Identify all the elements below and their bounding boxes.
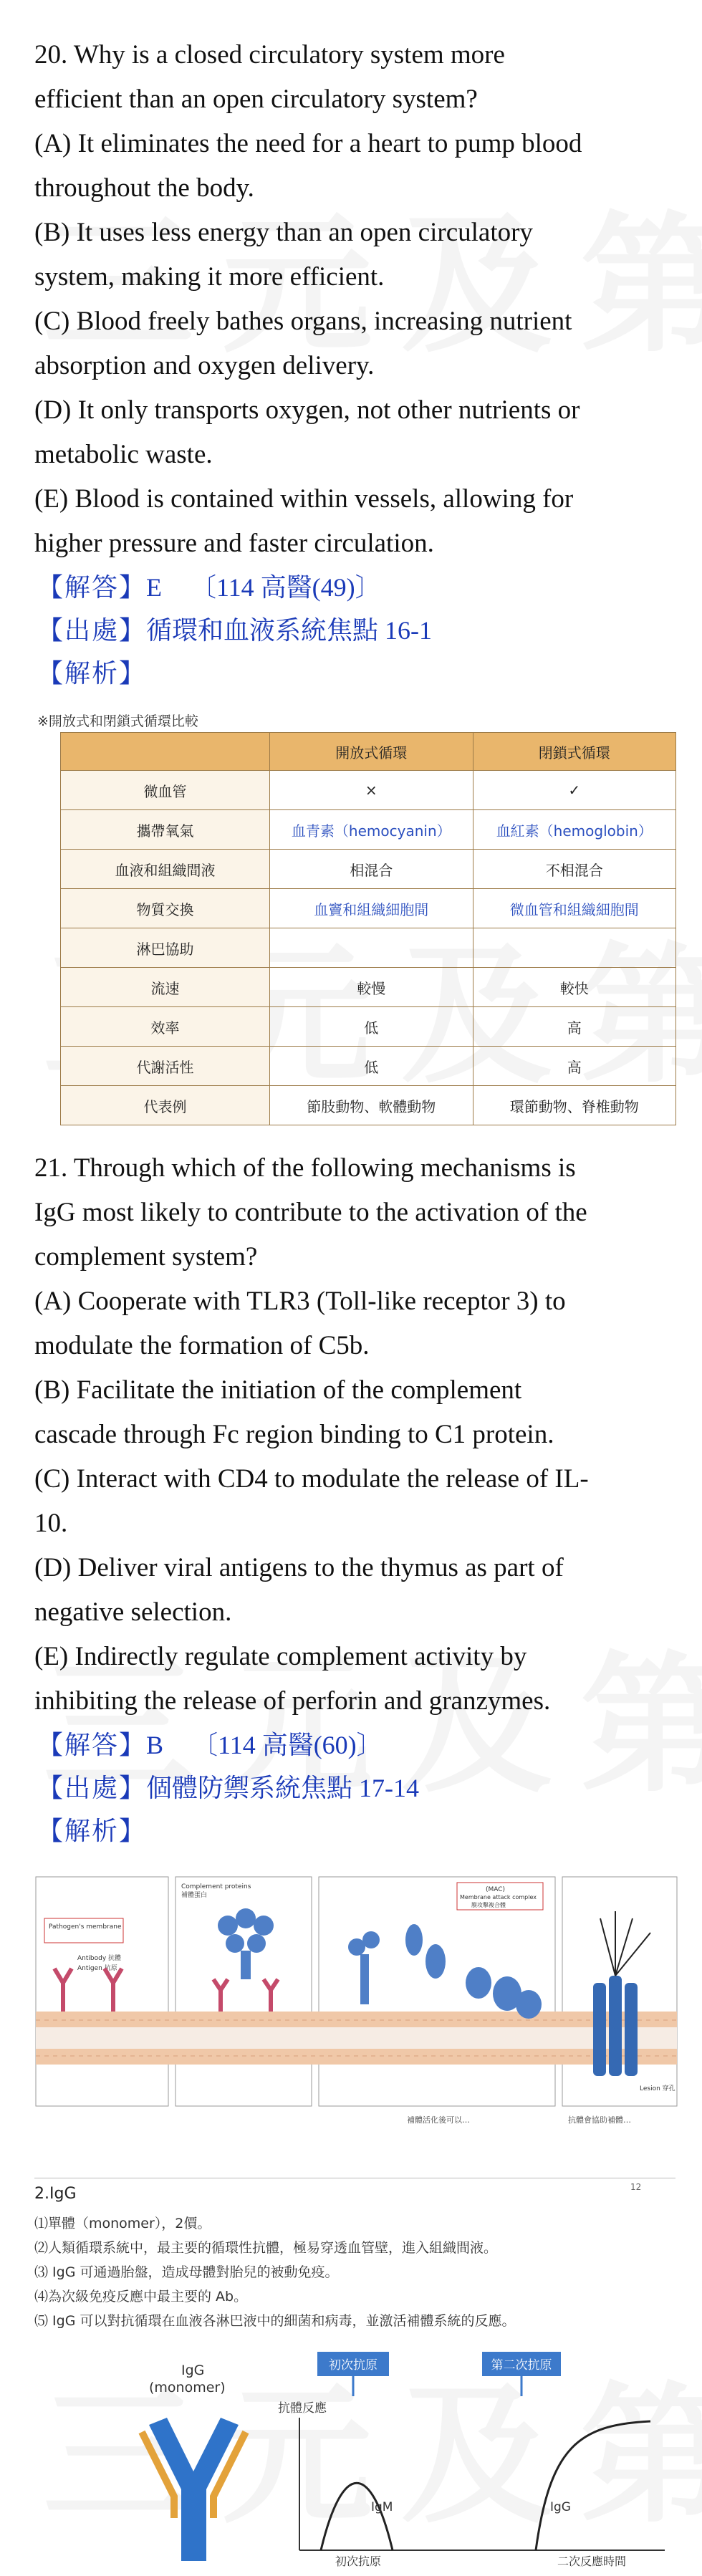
second-antigen-label: 第二次抗原	[491, 2358, 552, 2373]
page-number: 12	[630, 2182, 642, 2192]
table-cell: ×	[270, 771, 473, 810]
table-cell: 攜帶氧氣	[61, 810, 270, 850]
question-20	[34, 33, 679, 695]
mac-full-label: Membrane attack complex	[460, 1894, 537, 1900]
figure-panel	[36, 1877, 168, 2106]
mac-pore	[593, 1976, 638, 2076]
table-row	[61, 928, 676, 968]
membrane-layer	[36, 2012, 677, 2065]
notes-item: ⑶ IgG 可通過胎盤，造成母體對胎兒的被動免疫。	[34, 2264, 339, 2280]
option-b: (B) Facilitate the initiation of the complement	[34, 1375, 522, 1405]
igg-curve	[536, 2421, 650, 2550]
x-label-second: 二次反應時間	[557, 2555, 627, 2568]
option-b-cont: system, making it more efficient.	[34, 262, 385, 292]
option-d-cont: metabolic waste.	[34, 440, 213, 469]
table-header: 閉鎖式循環	[473, 733, 675, 771]
table-row	[61, 1047, 676, 1086]
exam-reference: 〔114 高醫(60)〕	[192, 1731, 383, 1759]
source-value: 循環和血液系統焦點 16-1	[146, 616, 433, 645]
igg-monomer-sublabel: (monomer)	[149, 2380, 226, 2395]
source-tag: 【出處】	[37, 616, 147, 645]
option-a: (A) Cooperate with TLR3 (Toll-like receptor 3) to	[34, 1287, 566, 1316]
table-cell: 相混合	[270, 850, 473, 889]
antibody-label: Antibody 抗體	[77, 1955, 122, 1962]
table-caption: ※開放式和閉鎖式循環比較	[37, 713, 198, 729]
question-21	[34, 1146, 679, 1852]
table-row	[61, 1086, 676, 1125]
table-header	[61, 733, 270, 771]
table-cell: 低	[270, 1007, 473, 1047]
igg-notes	[34, 2185, 679, 2333]
first-antigen-label: 初次抗原	[329, 2358, 378, 2373]
antigen-label: Antigen 抗原	[77, 1965, 117, 1972]
option-b-cont: cascade through Fc region binding to C1 protein.	[34, 1420, 554, 1449]
option-d: (D) Deliver viral antigens to the thymus as part of	[34, 1553, 564, 1582]
table-cell: ✓	[473, 771, 675, 810]
table-cell: 效率	[61, 1007, 270, 1047]
analysis-tag: 【解析】	[37, 1817, 147, 1845]
table-cell: 淋巴協助	[61, 928, 270, 968]
option-c: (C) Interact with CD4 to modulate the release of IL-	[34, 1464, 589, 1494]
mac-label: (MAC)	[486, 1886, 506, 1893]
option-e: (E) Indirectly regulate complement activity by	[34, 1642, 527, 1671]
table-row	[61, 889, 676, 928]
answer-value: E	[146, 573, 163, 602]
source-line	[37, 1767, 679, 1810]
table-row	[61, 968, 676, 1007]
table-cell: 較快	[473, 968, 675, 1007]
table-header: 開放式循環	[270, 733, 473, 771]
igm-curve	[321, 2483, 393, 2550]
table-cell: 較慢	[270, 968, 473, 1007]
option-d-cont: negative selection.	[34, 1597, 232, 1627]
answer-value: B	[146, 1731, 164, 1759]
table-cell: 微血管	[61, 771, 270, 810]
option-a: (A) It eliminates the need for a heart to pump blood	[34, 129, 582, 158]
table-cell: 流速	[61, 968, 270, 1007]
option-d: (D) It only transports oxygen, not other nutrients or	[34, 395, 580, 425]
option-c-cont: absorption and oxygen delivery.	[34, 351, 375, 380]
question-line: efficient than an open circulatory system?	[34, 85, 478, 114]
table-cell: 血青素（hemocyanin）	[270, 810, 473, 850]
complement-activation-figure	[34, 1875, 679, 2176]
answer-tag: 【解答】	[37, 573, 147, 602]
option-e-cont: inhibiting the release of perforin and granzymes.	[34, 1686, 551, 1716]
option-e-cont: higher pressure and faster circulation.	[34, 529, 434, 558]
question-line: 21. Through which of the following mechanisms is	[34, 1153, 576, 1183]
notes-item: ⑴單體（monomer），2價。	[34, 2216, 211, 2231]
table-row	[61, 1007, 676, 1047]
table-row	[61, 810, 676, 850]
table-cell: 高	[473, 1047, 675, 1086]
table-header-row	[61, 733, 676, 771]
complement-proteins-zh-label: 補體蛋白	[181, 1892, 208, 1899]
notes-title: 2.IgG	[34, 2185, 77, 2203]
pathogen-membrane-label: Pathogen's membrane	[49, 1923, 122, 1931]
option-c-cont: 10.	[34, 1509, 68, 1538]
lesion-label: Lesion 穿孔	[640, 2085, 675, 2092]
igg-figure	[34, 2346, 679, 2568]
table-cell: 血液和組織間液	[61, 850, 270, 889]
complement-proteins-label: Complement proteins	[181, 1883, 251, 1890]
figure-caption: 補體活化後可以…	[407, 2115, 470, 2125]
antigen-arrows	[353, 2376, 521, 2396]
answer-line	[37, 1724, 679, 1767]
analysis-line	[37, 1810, 679, 1852]
answer-line	[37, 566, 679, 609]
antibody-response-label: 抗體反應	[278, 2401, 327, 2416]
analysis-line	[37, 652, 679, 695]
table-cell: 血紅素（hemoglobin）	[473, 810, 675, 850]
option-e: (E) Blood is contained within vessels, allowing for	[34, 484, 574, 514]
source-value: 個體防禦系統焦點 17-14	[146, 1774, 420, 1802]
source-line	[37, 609, 679, 652]
table-cell: 節肢動物、軟體動物	[270, 1086, 473, 1125]
question-line: IgG most likely to contribute to the activation of the	[34, 1198, 587, 1227]
table-cell: 高	[473, 1007, 675, 1047]
analysis-tag: 【解析】	[37, 659, 147, 688]
figure-caption: 抗體會協助補體…	[568, 2115, 631, 2125]
label-box	[44, 1918, 123, 1943]
option-b: (B) It uses less energy than an open circulatory	[34, 218, 533, 247]
igg-monomer-label: IgG	[181, 2363, 205, 2378]
notes-item: ⑸ IgG 可以對抗循環在血液各淋巴液中的細菌和病毒，並激活補體系統的反應。	[34, 2313, 516, 2329]
answer-tag: 【解答】	[37, 1731, 147, 1759]
comparison-table-wrap	[60, 732, 676, 1125]
option-a-cont: modulate the formation of C5b.	[34, 1331, 370, 1360]
table-cell: 不相混合	[473, 850, 675, 889]
igg-y-icon	[142, 2418, 246, 2561]
notes-item: ⑷為次級免疫反應中最主要的 Ab。	[34, 2289, 248, 2305]
table-cell: 微血管和組織細胞間	[473, 889, 675, 928]
notes-item: ⑵人類循環系統中，最主要的循環性抗體，極易穿透血管壁，進入組織間液。	[34, 2240, 498, 2256]
question-line: 20. Why is a closed circulatory system more	[34, 40, 505, 69]
table-row	[61, 771, 676, 810]
x-label-first: 初次抗原	[335, 2555, 382, 2568]
source-tag: 【出處】	[37, 1774, 147, 1802]
mac-zh-label: 膜攻擊複合體	[471, 1902, 506, 1908]
exam-reference: 〔114 高醫(49)〕	[191, 573, 381, 602]
igg-label: IgG	[550, 2500, 571, 2514]
igm-label: IgM	[371, 2500, 393, 2514]
table-cell	[473, 928, 675, 968]
table-cell: 代謝活性	[61, 1047, 270, 1086]
table-cell: 物質交換	[61, 889, 270, 928]
option-a-cont: throughout the body.	[34, 173, 254, 203]
circulation-comparison-table	[60, 732, 676, 1125]
option-c: (C) Blood freely bathes organs, increasing nutrient	[34, 307, 572, 336]
table-cell: 環節動物、脊椎動物	[473, 1086, 675, 1125]
table-cell	[270, 928, 473, 968]
table-cell: 代表例	[61, 1086, 270, 1125]
table-cell: 血竇和組織細胞間	[270, 889, 473, 928]
table-row	[61, 850, 676, 889]
question-line: complement system?	[34, 1242, 258, 1272]
table-cell: 低	[270, 1047, 473, 1086]
